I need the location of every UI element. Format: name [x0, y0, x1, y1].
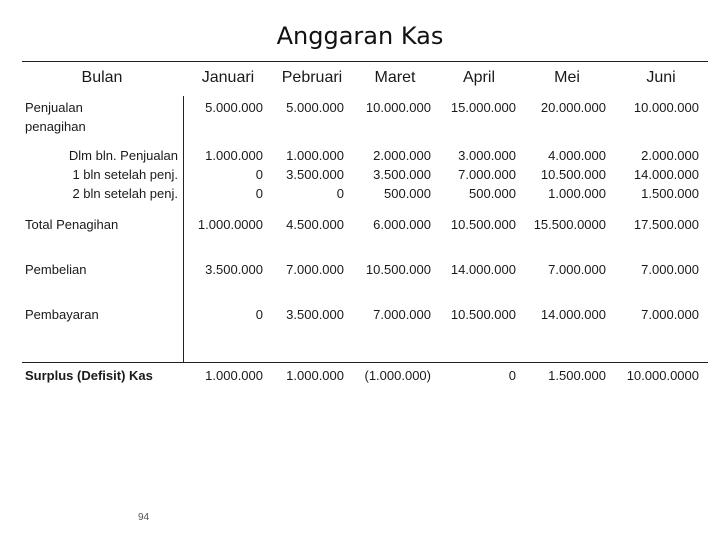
- row-label-penjualan: Penjualan penagihan: [25, 100, 86, 134]
- sub-januari: 1.000.000 0 0: [205, 148, 263, 201]
- penjualan-januari: 5.000.000: [205, 100, 263, 115]
- surplus-januari: 1.000.000: [205, 368, 263, 383]
- header-juni: Juni: [646, 69, 676, 86]
- header-januari: Januari: [201, 69, 255, 86]
- total-penagihan-juni: 17.500.000: [633, 217, 699, 232]
- pembelian-mei: 7.000.000: [548, 262, 606, 277]
- slide-title: Anggaran Kas: [276, 22, 444, 50]
- sub-mei: 4.000.000 10.500.000 1.000.000: [540, 148, 606, 201]
- total-penagihan-maret: 6.000.000: [373, 217, 431, 232]
- penjualan-mei: 20.000.000: [540, 100, 606, 115]
- table-bottom-rule: [22, 362, 708, 363]
- sub-juni: 2.000.000 14.000.000 1.500.000: [633, 148, 699, 201]
- pembayaran-pebruari: 3.500.000: [286, 307, 344, 322]
- pembayaran-januari: 0: [255, 307, 263, 322]
- page-number: 94: [138, 512, 150, 523]
- total-penagihan-mei: 15.500.0000: [533, 217, 606, 232]
- total-penagihan-januari: 1.000.0000: [197, 217, 263, 232]
- table-top-rule: [22, 61, 708, 62]
- pembayaran-maret: 7.000.000: [373, 307, 431, 322]
- sub-pebruari: 1.000.000 3.500.000 0: [286, 148, 344, 201]
- pembayaran-mei: 14.000.000: [540, 307, 606, 322]
- surplus-maret: (1.000.000): [364, 368, 431, 383]
- header-maret: Maret: [374, 69, 416, 86]
- total-penagihan-april: 10.500.000: [450, 217, 516, 232]
- sub-april: 3.000.000 7.000.000 500.000: [458, 148, 516, 201]
- row-label-total-penagihan: Total Penagihan: [25, 217, 119, 232]
- header-bulan: Bulan: [81, 69, 123, 86]
- row-label-pembelian: Pembelian: [25, 262, 87, 277]
- surplus-juni: 10.000.0000: [626, 368, 699, 383]
- pembelian-maret: 10.500.000: [365, 262, 431, 277]
- total-penagihan-pebruari: 4.500.000: [286, 217, 344, 232]
- penjualan-april: 15.000.000: [450, 100, 516, 115]
- header-mei: Mei: [554, 69, 580, 86]
- row-label-pembayaran: Pembayaran: [25, 307, 99, 322]
- surplus-pebruari: 1.000.000: [286, 368, 344, 383]
- pembelian-april: 14.000.000: [450, 262, 516, 277]
- pembelian-juni: 7.000.000: [641, 262, 699, 277]
- header-pebruari: Pebruari: [281, 69, 343, 86]
- pembelian-januari: 3.500.000: [205, 262, 263, 277]
- penjualan-maret: 10.000.000: [365, 100, 431, 115]
- sub-maret: 2.000.000 3.500.000 500.000: [373, 148, 431, 201]
- sub-row-labels: Dlm bln. Penjualan 1 bln setelah penj. 2 bln setelah penj.: [68, 148, 178, 201]
- penjualan-pebruari: 5.000.000: [286, 100, 344, 115]
- header-april: April: [462, 69, 495, 86]
- penjualan-juni: 10.000.000: [633, 100, 699, 115]
- pembelian-pebruari: 7.000.000: [286, 262, 344, 277]
- pembayaran-juni: 7.000.000: [641, 307, 699, 322]
- surplus-april: 0: [508, 368, 516, 383]
- pembayaran-april: 10.500.000: [450, 307, 516, 322]
- row-label-surplus: Surplus (Defisit) Kas: [25, 368, 153, 383]
- surplus-mei: 1.500.000: [548, 368, 606, 383]
